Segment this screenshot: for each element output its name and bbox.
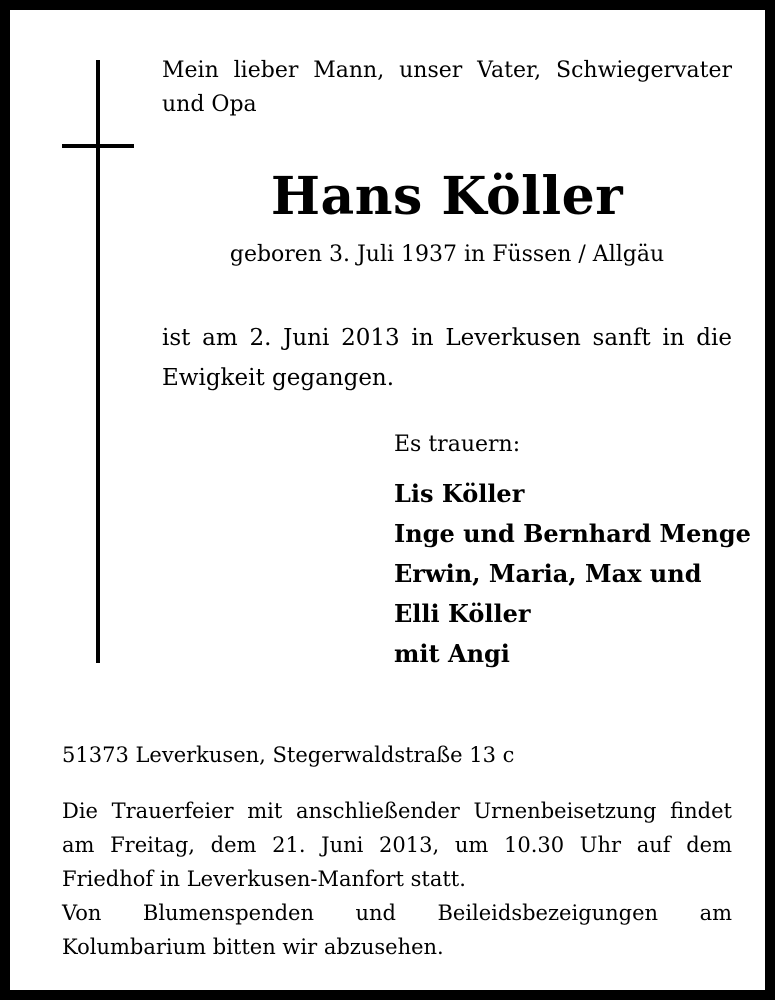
cross-bar [62, 144, 134, 148]
mourner-item: Lis Köller [394, 479, 525, 508]
flowers-note: Von Blumenspenden und Beileidsbezeigungen am Kolumbarium bitten wir abzusehen. [62, 901, 732, 959]
mourner-item: Inge und Bernhard Menge [394, 519, 751, 548]
address: 51373 Leverkusen, Stegerwaldstraße 13 c [62, 743, 515, 767]
deceased-name: Hans Köller [270, 166, 624, 227]
birth-line: geboren 3. Juli 1937 in Füssen / Allgäu [229, 242, 665, 267]
death-text: ist am 2. Juni 2013 in Leverkusen sanft in die Ewigkeit gegangen. [162, 325, 732, 391]
service-info [62, 794, 732, 964]
mourner-item: mit Angi [394, 639, 510, 668]
mourners-heading: Es trauern: [394, 432, 521, 457]
service-text: Die Trauerfeier mit anschließender Urnenbeisetzung findet am Freitag, dem 21. Juni 2013, um 10.30 Uhr auf dem Friedhof in Leverkusen-Manfort statt. [62, 799, 732, 891]
mourner-item: Elli Köller [394, 599, 531, 628]
mourner-item: Erwin, Maria, Max und [394, 559, 702, 588]
mourners-list [394, 474, 751, 674]
cross-icon [96, 60, 100, 663]
intro-text: Mein lieber Mann, unser Vater, Schwiegervater und Opa [162, 58, 732, 117]
